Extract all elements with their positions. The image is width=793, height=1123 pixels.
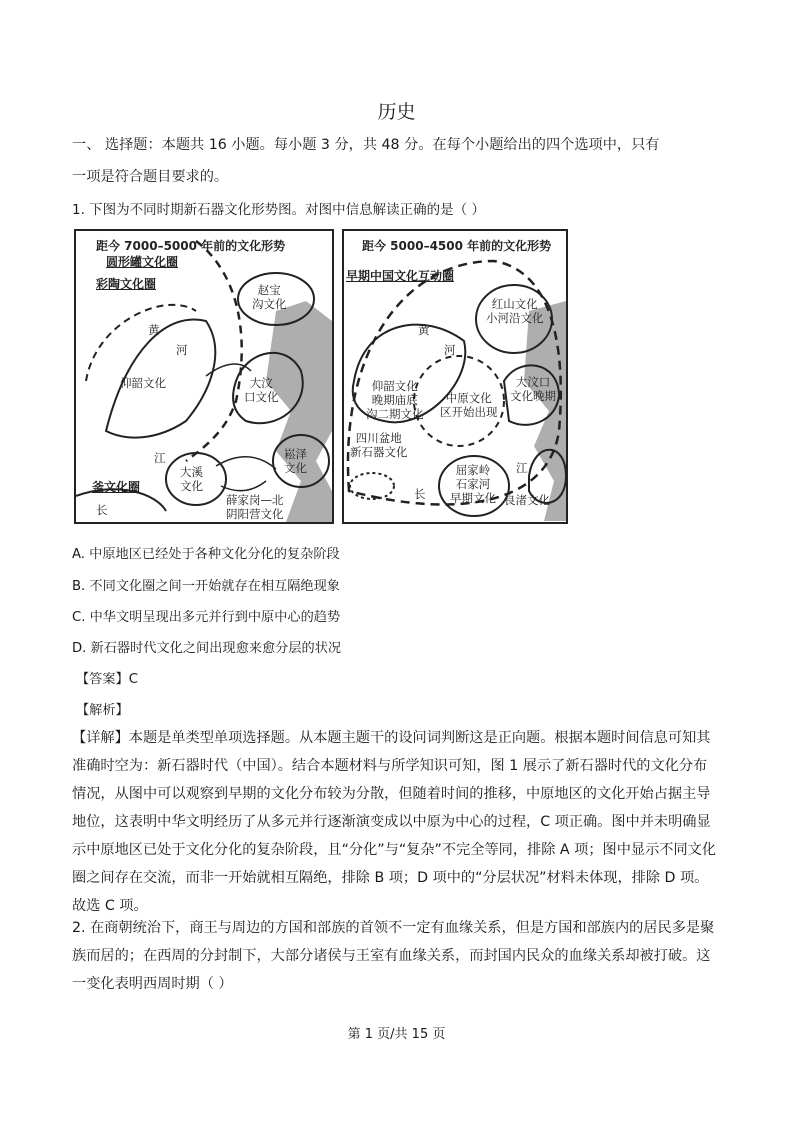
- map-right-label-dawenkou: 大汶口 文化晚期: [510, 375, 556, 403]
- map-left-label-xuejiagang: 薛家岗—北 阴阳营文化: [226, 493, 284, 521]
- map-right-title: 距今 5000–4500 年前的文化形势: [362, 239, 552, 253]
- option-c: C. 中华文明呈现出多元并行到中原中心的趋势: [72, 610, 341, 625]
- detail-paragraph: 【详解】本题是单类型单项选择题。从本题主题干的设问词判断这是正向题。根据本题时间信息可知其准确时空为：新石器时代（中国）。结合本题材料与所学知识可知，图 1 展示了新石器时代的文化分布情况，从图中可以观察到早期的文化分布较为分散，但随着时间的推移，中原地区的文化开始占据主导地位，这表明中华文明经历了从多元并行逐渐演变成以中原为中心的过程，C 项正确。图中并未明确显示中原地区已处于文化分化的复杂阶段，且“分化”与“复杂”不完全等同，排除 A 项；图中显示不同文化圈之间存在交流，而非一开始就相互隔绝，排除 B 项；D 项中的“分层状况”材料未体现，排除 D 项。故选 C 项。: [72, 730, 717, 914]
- option-b: B. 不同文化圈之间一开始就存在相互隔绝现象: [72, 579, 340, 594]
- map-right-label-qujialing: 屈家岭 石家河 早期文化: [450, 463, 496, 505]
- section-header-line1: 一、 选择题：本题共 16 小题。每小题 3 分，共 48 分。在每个小题给出的四个选项中，只有: [72, 137, 660, 153]
- map-left-label-huang: 黄: [148, 323, 160, 337]
- map-left-label-jiang: 江: [154, 451, 166, 465]
- question2-stem: 2. 在商朝统治下，商王与周边的方国和部族的首领不一定有血缘关系，但是方国和部族内的居民多是聚族而居的；在西周的分封制下，大部分诸侯与王室有血缘关系，而封国内民众的血缘关系却被打破。这一变化表明西周时期（ ）: [72, 920, 715, 992]
- map-right-label-yangshao: 仰韶文化 晚期庙底 沟二期文化: [366, 379, 424, 421]
- map-left-label-chang: 长: [96, 503, 108, 517]
- map-left-label-daxi: 大溪 文化: [180, 465, 203, 493]
- map-left-label-fu: 釜文化圈: [92, 480, 141, 494]
- option-a: A. 中原地区已经处于各种文化分化的复杂阶段: [72, 547, 340, 562]
- map-left-label-zhaobaogou: 赵宝 沟文化: [252, 283, 287, 311]
- map-right-label-hongshan: 红山文化 小河沿文化: [486, 297, 544, 325]
- analysis-tag: 【解析】: [76, 703, 129, 718]
- map-left-title: 距今 7000–5000 年前的文化形势: [96, 239, 286, 253]
- map-right-label-he: 河: [444, 343, 456, 357]
- option-d: D. 新石器时代文化之间出现愈来愈分层的状况: [72, 641, 342, 656]
- map-left-label-songze: 崧泽 文化: [284, 447, 307, 475]
- map-right-label-liangzhu: 良渚文化: [504, 493, 550, 507]
- map-right-label-zhongyuan: 中原文化 区开始出现: [440, 391, 498, 419]
- map-left-label-yangshao: 仰韶文化: [120, 376, 166, 390]
- map-right: [342, 229, 568, 524]
- page-footer: 第 1 页/共 15 页: [347, 1027, 446, 1042]
- map-left-label-he: 河: [176, 343, 188, 357]
- map-left-label-dawenkou: 大汶 口文化: [244, 376, 279, 404]
- map-right-label-huang: 黄: [418, 323, 430, 337]
- section-header-line2: 一项是符合题目要求的。: [72, 169, 229, 185]
- question1-stem: 1. 下图为不同时期新石器文化形势图。对图中信息解读正确的是（ ）: [72, 202, 485, 218]
- map-right-label-sichuan: 四川盆地 新石器文化: [350, 431, 408, 459]
- map-right-label-hudong: 早期中国文化互动圈: [346, 269, 455, 283]
- map-left-label-caitao: 彩陶文化圈: [96, 277, 157, 291]
- answer-tag: 【答案】C: [76, 672, 138, 687]
- page-title: 历史: [377, 101, 416, 123]
- map-right-label-jiang: 江: [516, 461, 528, 475]
- map-left: [74, 229, 334, 524]
- map-right-label-chang: 长: [414, 487, 426, 501]
- map-left-label-yuanxing: 圆形罐文化圈: [106, 255, 179, 269]
